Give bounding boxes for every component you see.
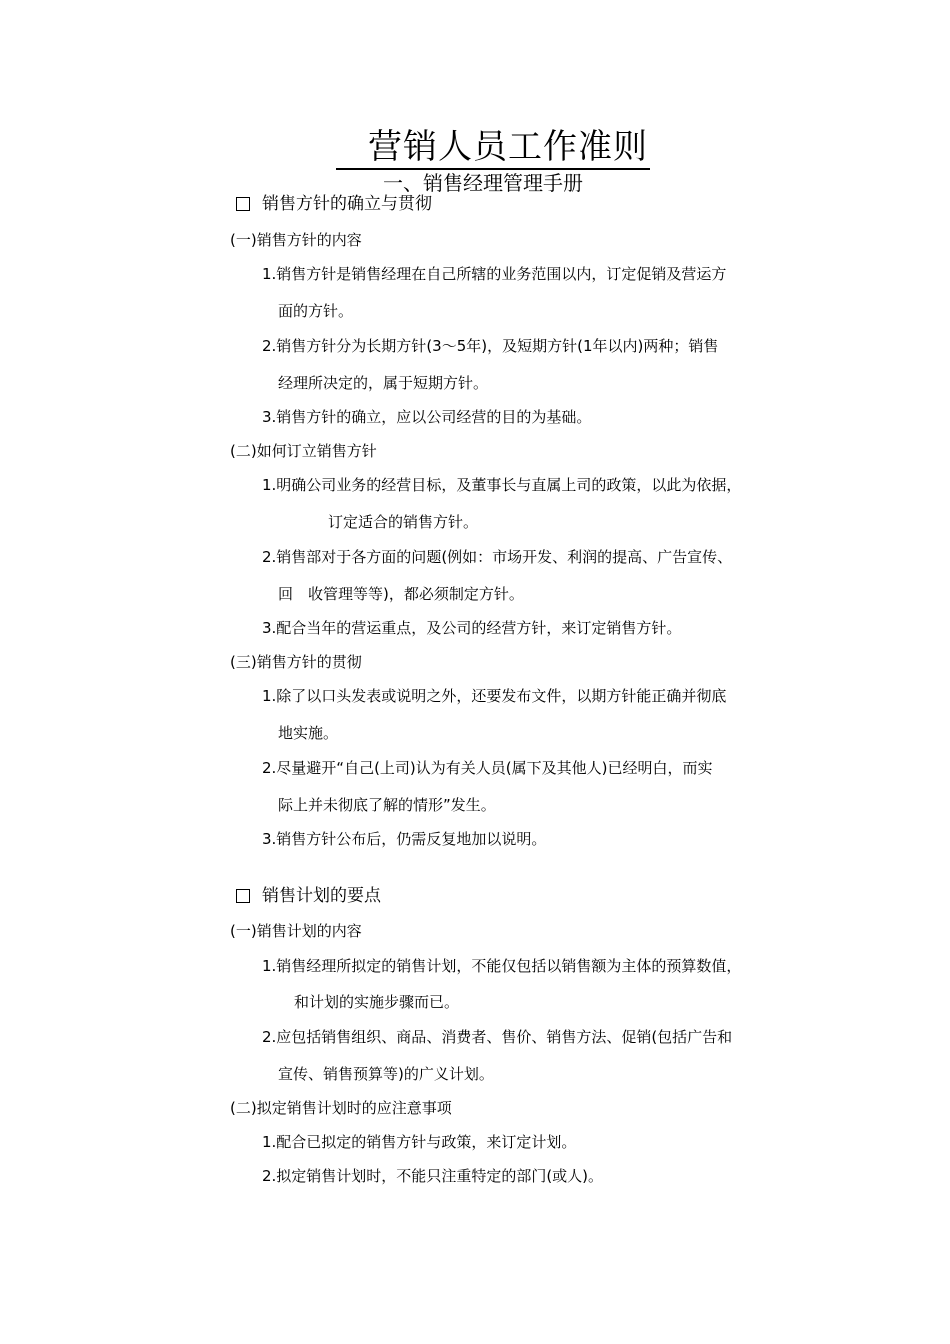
section-heading-text: 销售计划的要点 [262, 886, 381, 906]
list-item: 2.应包括销售组织、商品、消费者、售价、销售方法、促销(包括广告和 [262, 1028, 733, 1046]
list-item: 2.拟定销售计划时，不能只注重特定的部门(或人)。 [262, 1167, 604, 1185]
list-item: 3.销售方针的确立，应以公司经营的目的为基础。 [262, 408, 592, 426]
page-title: 营销人员工作准则 [336, 126, 650, 170]
list-item-continuation: 际上并未彻底了解的情形”发生。 [278, 796, 496, 814]
section-heading-text: 销售方针的确立与贯彻 [262, 194, 432, 214]
list-item: 3.销售方针公布后，仍需反复地加以说明。 [262, 830, 547, 848]
list-item-continuation: 宣传、销售预算等)的广义计划。 [278, 1065, 494, 1083]
section-heading-1 [236, 192, 432, 216]
list-item-continuation: 订定适合的销售方针。 [328, 513, 479, 531]
list-item: 2.销售部对于各方面的问题(例如：市场开发、利润的提高、广告宣传、 [262, 548, 733, 566]
list-item: 2.尽量避开“自己(上司)认为有关人员(属下及其他人)已经明白，而实 [262, 759, 713, 777]
subsection-heading: (三)销售方针的贯彻 [230, 653, 362, 671]
list-item-continuation: 回 收管理等等)，都必须制定方针。 [278, 585, 524, 603]
list-item: 1.除了以口头发表或说明之外，还要发布文件，以期方针能正确并彻底 [262, 687, 727, 705]
subsection-heading: (二)拟定销售计划时的应注意事项 [230, 1099, 452, 1117]
list-item-continuation: 面的方针。 [278, 302, 354, 320]
list-item: 3.配合当年的营运重点，及公司的经营方针，来订定销售方针。 [262, 619, 682, 637]
list-item: 2.销售方针分为长期方针(3～5年)，及短期方针(1年以内)两种；销售 [262, 337, 719, 355]
page-subtitle: 一、销售经理管理手册 [383, 171, 583, 195]
list-item-continuation: 地实施。 [278, 724, 339, 742]
list-item: 1.销售方针是销售经理在自己所辖的业务范围以内，订定促销及营运方 [262, 265, 727, 283]
list-item: 1.配合已拟定的销售方针与政策，来订定计划。 [262, 1133, 577, 1151]
list-item: 1.明确公司业务的经营目标，及董事长与直属上司的政策，以此为依据， [262, 476, 742, 494]
list-item-continuation: 经理所决定的，属于短期方针。 [278, 374, 489, 392]
checkbox-square-icon [236, 889, 250, 903]
list-item-continuation: 和计划的实施步骤而已。 [294, 993, 460, 1011]
subsection-heading: (二)如何订立销售方针 [230, 442, 377, 460]
subsection-heading: (一)销售方针的内容 [230, 231, 362, 249]
subsection-heading: (一)销售计划的内容 [230, 922, 362, 940]
checkbox-square-icon [236, 197, 250, 211]
section-heading-2 [236, 884, 381, 908]
list-item: 1.销售经理所拟定的销售计划，不能仅包括以销售额为主体的预算数值， [262, 957, 742, 975]
